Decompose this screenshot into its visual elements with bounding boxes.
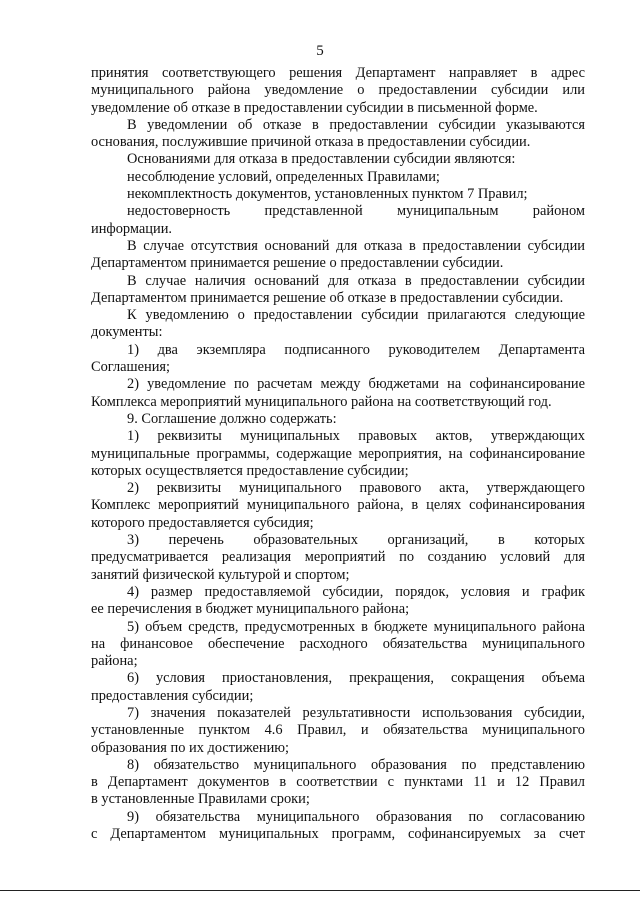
page-bottom-rule	[0, 890, 640, 891]
text-line: Департаментом принимается решение о предоставлении субсидии.	[91, 255, 504, 272]
text-line: которого предоставляется субсидия;	[91, 514, 314, 531]
text-line: 9. Соглашение должно содержать:	[127, 410, 337, 427]
text-line: 9) обязательства муниципального образования по согласованию	[127, 808, 585, 825]
text-line: В случае наличия оснований для отказа в предоставлении субсидии	[127, 272, 585, 289]
text-line: занятий физической культурой и спортом;	[91, 566, 350, 583]
text-line: Соглашения;	[91, 359, 171, 376]
text-line: 5) объем средств, предусмотренных в бюджете муниципального района	[127, 618, 585, 635]
text-line: основания, послужившие причиной отказа в предоставлении субсидии.	[91, 134, 531, 151]
text-line: ее перечисления в бюджет муниципального района;	[91, 601, 410, 618]
text-line: 7) значения показателей результативности использования субсидии,	[127, 704, 585, 721]
text-line: в Департамент документов в соответствии с пунктами 11 и 12 Правил	[91, 774, 585, 791]
text-line: К уведомлению о предоставлении субсидии прилагаются следующие	[127, 307, 585, 324]
text-line: установленные пунктом 4.6 Правил, и обязательства муниципального	[91, 722, 585, 739]
text-line: которых осуществляется предоставление субсидии;	[91, 462, 409, 479]
text-line: документы:	[91, 324, 163, 341]
text-line: Комплекса мероприятий муниципального района на соответствующий год.	[91, 393, 552, 410]
text-line: 2) реквизиты муниципального правового акта, утверждающего	[127, 480, 585, 497]
text-line: 8) обязательство муниципального образования по представлению	[127, 756, 585, 773]
text-line: 1) два экземпляра подписанного руководителем Департамента	[127, 341, 585, 358]
text-line: с Департаментом муниципальных программ, софинансируемых за счет	[91, 826, 585, 843]
text-line: 1) реквизиты муниципальных правовых актов, утверждающих	[127, 428, 585, 445]
page-number: 5	[316, 43, 324, 59]
text-line: 2) уведомление по расчетам между бюджетами на софинансирование	[127, 376, 585, 393]
text-line: некомплектность документов, установленных пунктом 7 Правил;	[127, 186, 528, 203]
text-line: недостоверность представленной муниципальным районом	[127, 203, 585, 220]
text-line: на финансовое обеспечение расходного обязательства муниципального	[91, 635, 585, 652]
text-line: Комплекс мероприятий муниципального района, в целях софинансирования	[91, 497, 585, 514]
text-line: предусматривается реализация мероприятий по созданию условий для	[91, 549, 585, 566]
text-line: 3) перечень образовательных организаций, в которых	[127, 532, 585, 549]
text-line: района;	[91, 653, 138, 670]
text-line: В уведомлении об отказе в предоставлении субсидии указываются	[127, 116, 585, 133]
text-line: информации.	[91, 220, 172, 237]
text-line: В случае отсутствия оснований для отказа в предоставлении субсидии	[127, 237, 585, 254]
text-line: 6) условия приостановления, прекращения, сокращения объема	[127, 670, 585, 687]
text-line: Основаниями для отказа в предоставлении субсидии являются:	[127, 151, 516, 168]
text-line: в установленные Правилами сроки;	[91, 791, 310, 808]
text-line: образования по их достижению;	[91, 739, 290, 756]
text-line: Департаментом принимается решение об отказе в предоставлении субсидии.	[91, 289, 564, 306]
text-line: муниципальные программы, содержащие мероприятия, на софинансирование	[91, 445, 585, 462]
text-line: предоставления субсидии;	[91, 687, 254, 704]
text-line: принятия соответствующего решения Департамент направляет в адрес	[91, 65, 585, 81]
document-body	[91, 65, 585, 843]
text-line: уведомление об отказе в предоставлении субсидии в письменной форме.	[91, 99, 538, 116]
text-line: муниципального района уведомление о предоставлении субсидии или	[91, 82, 585, 99]
text-line: 4) размер предоставляемой субсидии, порядок, условия и график	[127, 583, 585, 600]
text-line: несоблюдение условий, определенных Правилами;	[127, 168, 440, 185]
